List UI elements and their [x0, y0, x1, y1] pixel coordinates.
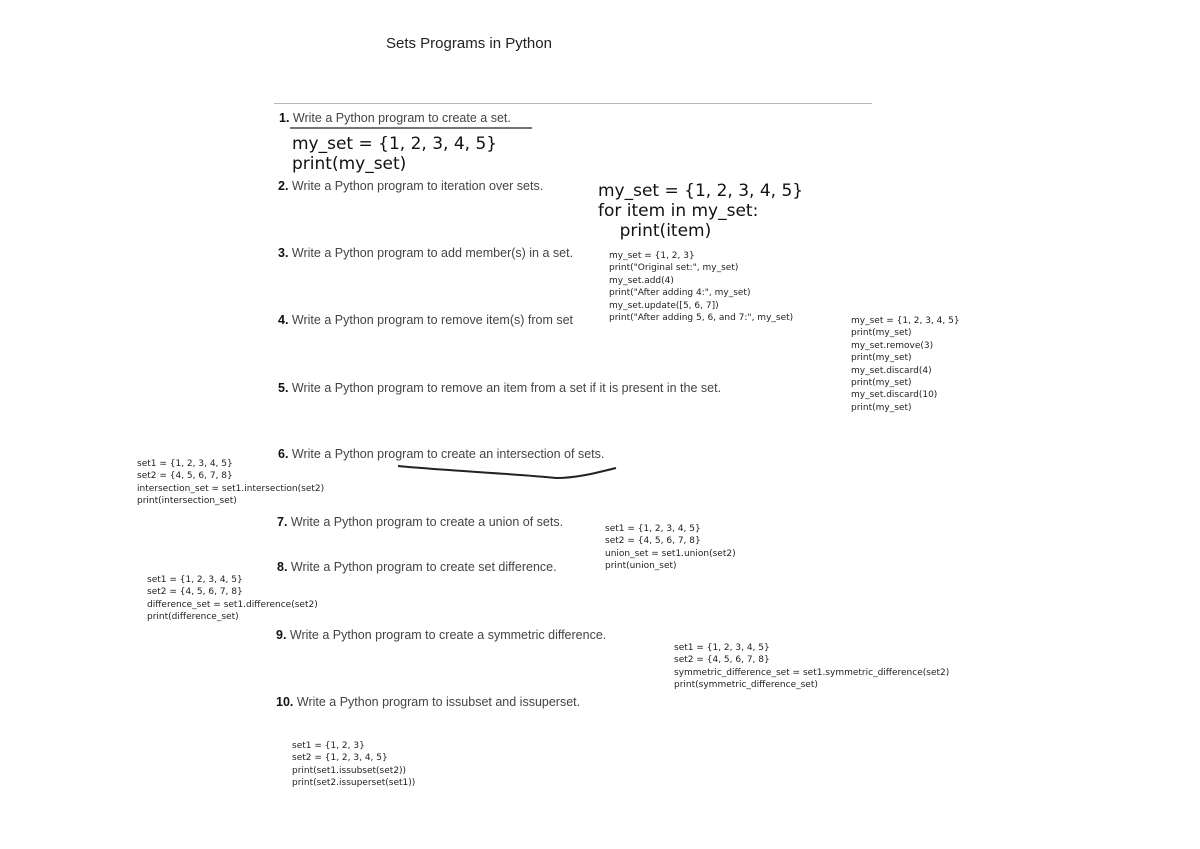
question-text: Write a Python program to create a union of sets. — [290, 515, 564, 529]
underline-q6 — [398, 466, 616, 478]
page-title: Sets Programs in Python — [386, 35, 552, 52]
code-q4: my_set = {1, 2, 3, 4, 5} print(my_set) my_set.remove(3) print(my_set) my_set.discard(4) print(my_set) my_set.discard(10) print(my_set) — [851, 316, 960, 413]
question-text: Write a Python program to create a set. — [292, 111, 511, 125]
question-text: Write a Python program to remove an item from a set if it is present in the set. — [291, 381, 722, 395]
question-text: Write a Python program to add member(s) in a set. — [291, 246, 574, 260]
question-number: 10. — [276, 695, 294, 709]
question-number: 5. — [278, 381, 289, 395]
code-q7: set1 = {1, 2, 3, 4, 5} set2 = {4, 5, 6, 7, 8} union_set = set1.union(set2) print(union_set) — [605, 524, 736, 572]
code-q1: my_set = {1, 2, 3, 4, 5} print(my_set) — [292, 134, 498, 174]
question-text: Write a Python program to create an intersection of sets. — [291, 447, 605, 461]
code-q10: set1 = {1, 2, 3} set2 = {1, 2, 3, 4, 5} print(set1.issubset(set2)) print(set2.issuperset(set1)) — [292, 741, 416, 789]
question-number: 8. — [277, 560, 288, 574]
question-text: Write a Python program to issubset and issuperset. — [296, 695, 581, 709]
code-q9: set1 = {1, 2, 3, 4, 5} set2 = {4, 5, 6, 7, 8} symmetric_difference_set = set1.symmetric_difference(set2) print(symmetric_difference_set) — [674, 643, 950, 691]
code-q3: my_set = {1, 2, 3} print("Original set:", my_set) my_set.add(4) print("After adding 4:", my_set) my_set.update([5, 6, 7]) print("After adding 5, 6, and 7:", my_set) — [609, 251, 794, 324]
question-number: 2. — [278, 179, 289, 193]
question-number: 9. — [276, 628, 287, 642]
question-text: Write a Python program to create set difference. — [290, 560, 557, 574]
code-q8: set1 = {1, 2, 3, 4, 5} set2 = {4, 5, 6, 7, 8} difference_set = set1.difference(set2) print(difference_set) — [147, 575, 318, 623]
code-q6: set1 = {1, 2, 3, 4, 5} set2 = {4, 5, 6, 7, 8} intersection_set = set1.intersection(set2) print(intersection_set) — [137, 459, 325, 507]
question-text: Write a Python program to create a symmetric difference. — [289, 628, 607, 642]
question-text: Write a Python program to iteration over sets. — [291, 179, 544, 193]
question-number: 6. — [278, 447, 289, 461]
code-q2: my_set = {1, 2, 3, 4, 5} for item in my_set: print(item) — [598, 181, 804, 241]
question-number: 1. — [279, 111, 290, 125]
question-number: 3. — [278, 246, 289, 260]
question-number: 4. — [278, 313, 289, 327]
question-text: Write a Python program to remove item(s) from set — [291, 313, 574, 327]
question-number: 7. — [277, 515, 288, 529]
